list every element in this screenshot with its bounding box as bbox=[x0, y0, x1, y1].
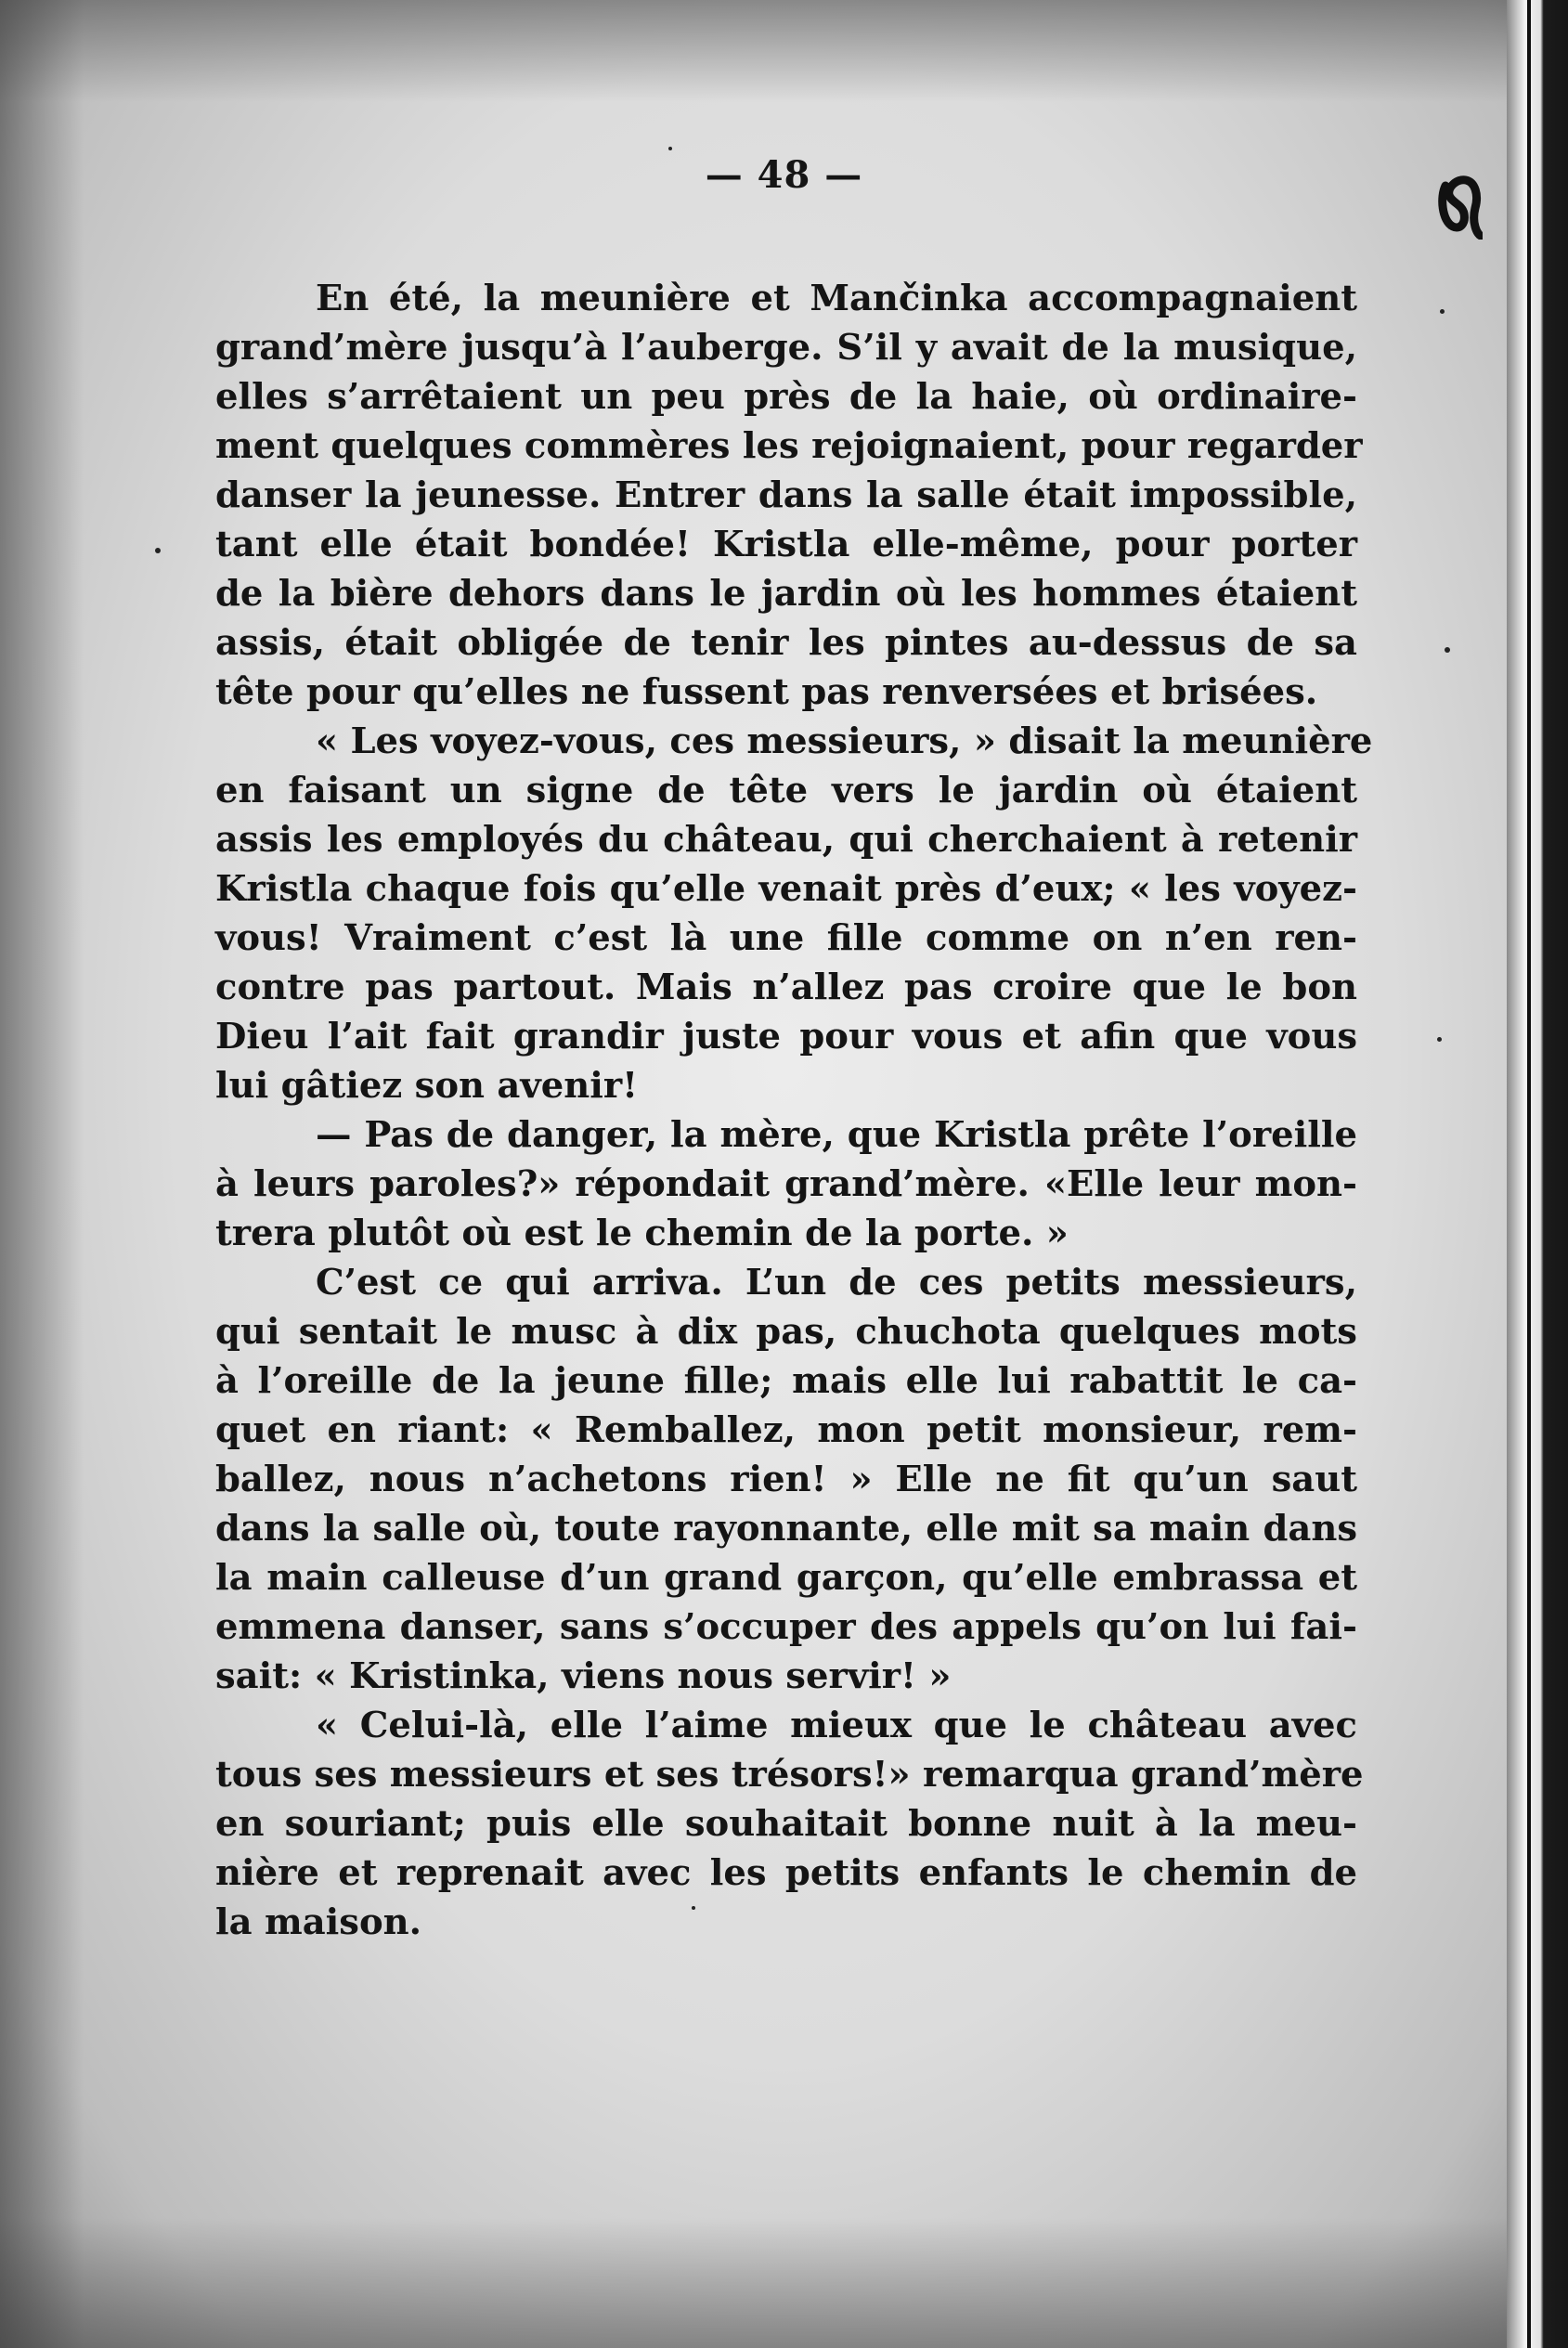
text-line: — Pas de danger, la mère, que Kristla prête l’oreille bbox=[316, 1114, 1357, 1156]
text-line: sait: « Kristinka, viens nous servir! » bbox=[215, 1655, 952, 1697]
page-shadow-top bbox=[0, 0, 1568, 102]
text-line: trera plutôt où est le chemin de la porte. » bbox=[215, 1213, 1069, 1254]
text-line: « Les voyez-vous, ces messieurs, » disait la meunière bbox=[316, 720, 1373, 762]
text-line: contre pas partout. Mais n’allez pas croire que le bon bbox=[215, 966, 1357, 1008]
text-line: Dieu l’ait fait grandir juste pour vous et afin que vous bbox=[215, 1016, 1357, 1057]
text-line: tous ses messieurs et ses trésors!» remarqua grand’mère bbox=[215, 1754, 1364, 1796]
text-line: Kristla chaque fois qu’elle venait près d’eux; « les voyez- bbox=[215, 868, 1357, 910]
text-line: en souriant; puis elle souhaitait bonne nuit à la meu- bbox=[215, 1803, 1357, 1845]
text-line: vous! Vraiment c’est là une fille comme on n’en ren- bbox=[215, 917, 1357, 959]
text-line: tête pour qu’elles ne fussent pas renversées et brisées. bbox=[215, 671, 1318, 713]
text-line: en faisant un signe de tête vers le jardin où étaient bbox=[215, 770, 1357, 811]
text-line: lui gâtiez son avenir! bbox=[215, 1065, 639, 1107]
text-line: quet en riant: « Remballez, mon petit monsieur, rem- bbox=[215, 1409, 1357, 1451]
text-line: elles s’arrêtaient un peu près de la haie, où ordinaire- bbox=[215, 376, 1357, 418]
page-shadow-left bbox=[0, 0, 84, 2348]
ink-speck bbox=[668, 147, 672, 150]
text-line: qui sentait le musc à dix pas, chuchota quelques mots bbox=[215, 1311, 1357, 1353]
ink-speck bbox=[155, 548, 161, 553]
text-line: En été, la meunière et Mančinka accompagnaient bbox=[316, 278, 1357, 319]
ink-speck bbox=[1440, 309, 1445, 314]
text-line: à leurs paroles?» répondait grand’mère. «Elle leur mon- bbox=[215, 1163, 1357, 1205]
text-line: nière et reprenait avec les petits enfants le chemin de bbox=[215, 1852, 1357, 1894]
page-shadow-bottom bbox=[0, 2218, 1568, 2348]
text-line: assis, était obligée de tenir les pintes au-dessus de sa bbox=[215, 622, 1357, 664]
text-line: ballez, nous n’achetons rien! » Elle ne fit qu’un saut bbox=[215, 1459, 1357, 1500]
text-line: de la bière dehors dans le jardin où les hommes étaient bbox=[215, 573, 1357, 615]
text-line: la main calleuse d’un grand garçon, qu’elle embrassa et bbox=[215, 1557, 1357, 1599]
text-line: « Celui-là, elle l’aime mieux que le château avec bbox=[316, 1705, 1357, 1746]
ink-speck bbox=[1437, 1037, 1442, 1042]
text-line: danser la jeunesse. Entrer dans la salle était impossible, bbox=[215, 474, 1357, 516]
text-line: ment quelques commères les rejoignaient, pour regarder bbox=[215, 425, 1363, 467]
binding-line bbox=[1527, 0, 1531, 2348]
text-line: tant elle était bondée! Kristla elle-même, pour porter bbox=[215, 524, 1357, 565]
ink-speck bbox=[1445, 647, 1450, 653]
text-line: dans la salle où, toute rayonnante, elle mit sa main dans bbox=[215, 1508, 1357, 1550]
page-number: — 48 — bbox=[705, 153, 863, 197]
body-text bbox=[215, 274, 1373, 1947]
text-line: grand’mère jusqu’à l’auberge. S’il y avait de la musique, bbox=[215, 327, 1357, 369]
book-binding-edge bbox=[1507, 0, 1568, 2348]
text-line: la maison. bbox=[215, 1901, 422, 1943]
text-line: assis les employés du château, qui cherchaient à retenir bbox=[215, 819, 1357, 861]
text-line: emmena danser, sans s’occuper des appels qu’on lui fai- bbox=[215, 1606, 1357, 1648]
text-line: C’est ce qui arriva. L’un de ces petits messieurs, bbox=[316, 1262, 1357, 1304]
text-line: à l’oreille de la jeune fille; mais elle lui rabattit le ca- bbox=[215, 1360, 1357, 1402]
